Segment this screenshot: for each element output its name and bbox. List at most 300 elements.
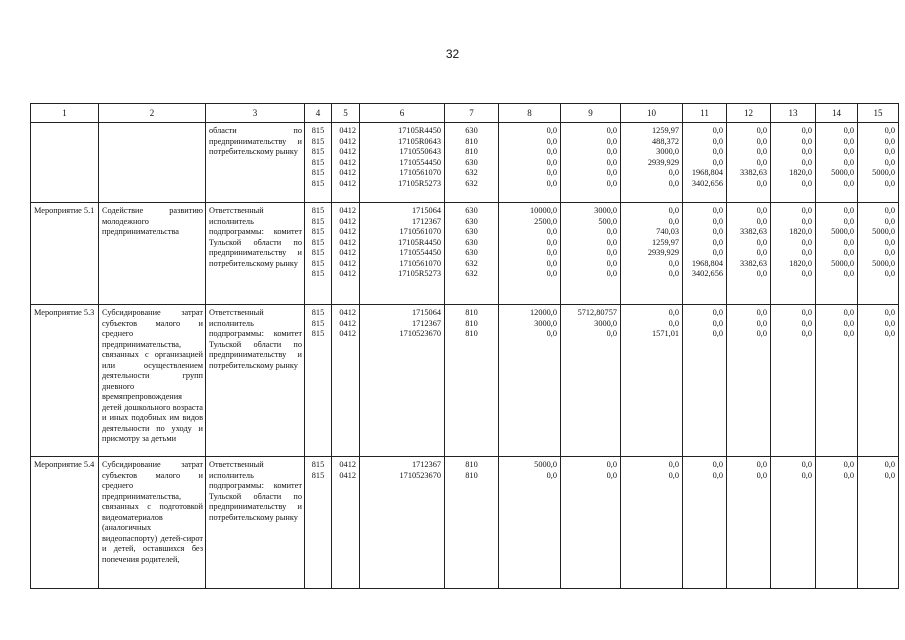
cell-value: 0,0 [843, 269, 854, 278]
cell-value: 0,0 [712, 460, 723, 469]
cell-value: 0,0 [606, 157, 617, 167]
cell-value: 0,0 [668, 318, 679, 328]
cell-value: 0,0 [801, 147, 812, 156]
cell-value: 0,0 [546, 136, 557, 146]
table-cell [858, 305, 899, 457]
table-cell [99, 305, 206, 457]
table-cell [561, 457, 621, 589]
cell-value: 815 [311, 216, 325, 226]
table-row [31, 123, 899, 203]
cell-value: 0,0 [843, 237, 854, 247]
cell-value: 0,0 [843, 178, 854, 188]
cell-value: 0412 [339, 237, 356, 247]
cell-value: 5000,0 [872, 258, 895, 268]
cell-value: 815 [311, 206, 325, 215]
table-cell [621, 305, 683, 457]
cell-value: 0,0 [756, 216, 767, 226]
cell-value: 488,372 [652, 136, 679, 146]
cell-value: 1715064 [411, 206, 441, 215]
cell-value: 815 [311, 308, 325, 317]
table-cell [305, 457, 332, 589]
cell-value: 0,0 [606, 178, 617, 188]
cell-value: 630 [465, 206, 478, 215]
table-cell [771, 123, 816, 203]
table-cell [206, 305, 305, 457]
cell-value: 815 [311, 269, 325, 278]
cell-value: 0412 [339, 147, 356, 156]
responsible-executor: Ответственный исполнитель подпрограммы: комитет Тульской области по предпринимательству и потребительскому рынку [209, 460, 302, 522]
table-cell [771, 203, 816, 305]
table-cell [771, 305, 816, 457]
cell-value: 0,0 [756, 126, 767, 135]
column-header: 1 [31, 104, 99, 123]
cell-value: 0,0 [668, 470, 679, 480]
cell-value: 0,0 [668, 206, 679, 215]
cell-value: 0,0 [843, 460, 854, 469]
cell-value: 0412 [339, 178, 356, 188]
cell-value: 1710561070 [399, 258, 441, 268]
table-cell [858, 123, 899, 203]
cell-value: 0,0 [801, 206, 812, 215]
cell-value: 0,0 [712, 248, 723, 257]
cell-value: 0,0 [756, 237, 767, 247]
cell-value: 815 [311, 227, 325, 236]
cell-value: 5000,0 [872, 168, 895, 177]
cell-value: 0,0 [843, 206, 854, 215]
cell-value: 0,0 [546, 248, 557, 257]
page-number: 32 [445, 47, 460, 61]
cell-value: 5712,80757 [577, 308, 617, 317]
cell-value: 0,0 [606, 168, 617, 177]
cell-value: 3382,63 [740, 258, 767, 268]
table-cell [561, 305, 621, 457]
cell-value: 632 [465, 178, 478, 188]
budget-table [30, 103, 899, 589]
cell-value: 1710523670 [399, 470, 441, 480]
cell-value: 0,0 [712, 318, 723, 328]
cell-value: 815 [311, 126, 325, 135]
cell-value: 0,0 [606, 269, 617, 278]
cell-value: 0,0 [884, 269, 895, 278]
cell-value: 0,0 [712, 157, 723, 167]
cell-value: 0,0 [843, 147, 854, 156]
responsible-executor: Ответственный исполнитель подпрограммы: комитет Тульской области по предпринимательству и потребительскому рынку [209, 308, 302, 370]
cell-value: 0412 [339, 308, 356, 317]
cell-value: 0,0 [712, 237, 723, 247]
measure-description: Субсидирование затрат субъектов малого и среднего предпринимательства, связанных с организацией или осуществлением деятельности групп дневного времяпрепровождения детей дошкольного возраста и иных подобных им видов деятельности по уходу и присмотру за детьми [102, 308, 203, 443]
cell-value: 632 [465, 269, 478, 278]
cell-value: 0,0 [606, 248, 617, 257]
cell-value: 3382,63 [740, 168, 767, 177]
cell-value: 1712367 [411, 216, 441, 226]
cell-value: 17105R0643 [398, 136, 441, 146]
cell-value: 0412 [339, 318, 356, 328]
cell-value: 0,0 [843, 136, 854, 146]
cell-value: 10000,0 [530, 206, 557, 215]
cell-value: 1710554450 [399, 157, 441, 167]
cell-value: 0412 [339, 126, 356, 135]
table-cell [206, 203, 305, 305]
cell-value: 0,0 [884, 318, 895, 328]
column-header: 7 [445, 104, 499, 123]
cell-value: 815 [311, 157, 325, 167]
table-cell [683, 123, 727, 203]
cell-value: 0,0 [801, 329, 812, 338]
cell-value: 0412 [339, 460, 356, 469]
measure-description: Содействие развитию молодежного предпринимательства [102, 206, 203, 236]
cell-value: 0,0 [756, 178, 767, 188]
table-cell [683, 203, 727, 305]
cell-value: 815 [311, 460, 325, 469]
cell-value: 0,0 [712, 470, 723, 480]
cell-value: 2939,929 [647, 248, 679, 257]
cell-value: 3000,0 [594, 318, 617, 328]
table-row [31, 305, 899, 457]
cell-value: 17105R5273 [398, 178, 441, 188]
table-cell [727, 305, 771, 457]
cell-value: 0,0 [606, 258, 617, 268]
cell-value: 12000,0 [530, 308, 557, 317]
table-cell [499, 123, 561, 203]
column-number-row [31, 104, 899, 123]
cell-value: 0,0 [606, 470, 617, 480]
cell-value: 17105R4450 [398, 237, 441, 247]
cell-value: 0,0 [756, 147, 767, 156]
cell-value: 1712367 [411, 318, 441, 328]
cell-value: 810 [465, 308, 478, 317]
cell-value: 0,0 [801, 237, 812, 247]
table-cell [858, 203, 899, 305]
cell-value: 0,0 [756, 329, 767, 338]
cell-value: 0,0 [801, 216, 812, 226]
cell-value: 5000,0 [831, 258, 854, 268]
cell-value: 0,0 [756, 136, 767, 146]
cell-value: 0,0 [801, 126, 812, 135]
cell-value: 0,0 [801, 269, 812, 278]
measure-description: Субсидирование затрат субъектов малого и среднего предпринимательства, связанных с подготовкой видеоматериалов (аналогичных видеопаспорту) детей-сирот и детей, оставшихся без попечения родителей, [102, 460, 203, 564]
measure-label: Мероприятие 5.4 [34, 460, 95, 469]
table-cell [727, 203, 771, 305]
cell-value: 0,0 [843, 318, 854, 328]
cell-value: 815 [311, 470, 325, 480]
table-cell [858, 457, 899, 589]
cell-value: 0412 [339, 470, 356, 480]
cell-value: 0,0 [546, 329, 557, 338]
column-header: 12 [727, 104, 771, 123]
cell-value: 0,0 [606, 126, 617, 135]
cell-value: 1259,97 [652, 237, 679, 247]
cell-value: 815 [311, 318, 325, 328]
cell-value: 0,0 [546, 147, 557, 156]
cell-value: 5000,0 [831, 227, 854, 236]
measure-label: Мероприятие 5.3 [34, 308, 95, 317]
cell-value: 0,0 [606, 460, 617, 469]
cell-value: 740,03 [656, 227, 679, 236]
table-cell [727, 123, 771, 203]
cell-value: 815 [311, 168, 325, 177]
cell-value: 3000,0 [656, 147, 679, 156]
cell-value: 0,0 [884, 216, 895, 226]
cell-value: 0,0 [756, 206, 767, 215]
table-cell [683, 305, 727, 457]
cell-value: 0,0 [546, 470, 557, 480]
cell-value: 0,0 [843, 470, 854, 480]
table-cell [683, 457, 727, 589]
cell-value: 0,0 [756, 318, 767, 328]
cell-value: 630 [465, 126, 478, 135]
cell-value: 0,0 [546, 227, 557, 236]
cell-value: 632 [465, 168, 478, 177]
column-header: 5 [332, 104, 360, 123]
table-row [31, 457, 899, 589]
cell-value: 630 [465, 237, 478, 247]
table-cell [332, 305, 360, 457]
table-cell [499, 457, 561, 589]
cell-value: 0,0 [546, 168, 557, 177]
cell-value: 1712367 [411, 460, 441, 469]
cell-value: 0,0 [801, 157, 812, 167]
cell-value: 0,0 [712, 308, 723, 317]
cell-value: 0,0 [756, 157, 767, 167]
cell-value: 815 [311, 178, 325, 188]
column-header: 2 [99, 104, 206, 123]
table-cell [816, 203, 858, 305]
responsible-executor: Ответственный исполнитель подпрограммы: комитет Тульской области по предпринимательству и потребительскому рынку [209, 206, 302, 268]
cell-value: 630 [465, 157, 478, 167]
cell-value: 0,0 [843, 308, 854, 317]
cell-value: 815 [311, 248, 325, 257]
cell-value: 0,0 [668, 168, 679, 177]
cell-value: 1820,0 [789, 227, 812, 236]
cell-value: 1710561070 [399, 168, 441, 177]
cell-value: 0412 [339, 206, 356, 215]
cell-value: 0,0 [884, 178, 895, 188]
cell-value: 0,0 [712, 329, 723, 338]
cell-value: 810 [465, 470, 478, 480]
cell-value: 0,0 [546, 269, 557, 278]
cell-value: 630 [465, 248, 478, 257]
cell-value: 0,0 [756, 460, 767, 469]
cell-value: 0,0 [606, 329, 617, 338]
cell-value: 0,0 [843, 126, 854, 135]
column-header: 13 [771, 104, 816, 123]
column-header: 10 [621, 104, 683, 123]
cell-value: 0,0 [606, 147, 617, 156]
cell-value: 0,0 [712, 227, 723, 236]
table-cell [206, 123, 305, 203]
table-cell [445, 305, 499, 457]
cell-value: 0,0 [712, 206, 723, 215]
cell-value: 5000,0 [534, 460, 557, 469]
cell-value: 1820,0 [789, 168, 812, 177]
table-cell [445, 123, 499, 203]
table-cell [445, 457, 499, 589]
cell-value: 1715064 [411, 308, 441, 317]
cell-value: 0,0 [712, 136, 723, 146]
table-cell [31, 203, 99, 305]
cell-value: 1710523670 [399, 329, 441, 338]
cell-value: 1710561070 [399, 227, 441, 236]
column-header: 4 [305, 104, 332, 123]
cell-value: 0412 [339, 269, 356, 278]
cell-value: 0,0 [756, 269, 767, 278]
table-cell [360, 123, 445, 203]
cell-value: 0,0 [668, 216, 679, 226]
table-cell [99, 457, 206, 589]
cell-value: 3000,0 [594, 206, 617, 215]
cell-value: 1710554450 [399, 248, 441, 257]
cell-value: 0,0 [756, 248, 767, 257]
cell-value: 1820,0 [789, 258, 812, 268]
table-cell [332, 457, 360, 589]
cell-value: 1710550643 [399, 147, 441, 156]
column-header: 9 [561, 104, 621, 123]
cell-value: 0,0 [712, 216, 723, 226]
table-cell [360, 203, 445, 305]
cell-value: 0412 [339, 329, 356, 338]
cell-value: 0,0 [756, 308, 767, 317]
table-cell [561, 203, 621, 305]
cell-value: 815 [311, 136, 325, 146]
cell-value: 810 [465, 460, 478, 469]
table-cell [621, 203, 683, 305]
cell-value: 0412 [339, 216, 356, 226]
table-cell [206, 457, 305, 589]
table-cell [305, 203, 332, 305]
cell-value: 0,0 [801, 136, 812, 146]
table-row [31, 203, 899, 305]
cell-value: 17105R5273 [398, 269, 441, 278]
table-cell [561, 123, 621, 203]
table-cell [445, 203, 499, 305]
cell-value: 1968,804 [691, 168, 723, 177]
column-header: 11 [683, 104, 727, 123]
cell-value: 0,0 [546, 126, 557, 135]
cell-value: 0,0 [606, 227, 617, 236]
cell-value: 0,0 [546, 178, 557, 188]
cell-value: 0,0 [712, 147, 723, 156]
table-cell [499, 305, 561, 457]
cell-value: 0,0 [606, 237, 617, 247]
cell-value: 0,0 [756, 470, 767, 480]
table-cell [305, 305, 332, 457]
cell-value: 0412 [339, 168, 356, 177]
measure-label: Мероприятие 5.1 [34, 206, 95, 215]
cell-value: 5000,0 [831, 168, 854, 177]
cell-value: 0,0 [801, 248, 812, 257]
cell-value: 0,0 [801, 318, 812, 328]
table-cell [31, 123, 99, 203]
cell-value: 0,0 [668, 269, 679, 278]
table-cell [621, 457, 683, 589]
cell-value: 0412 [339, 248, 356, 257]
cell-value: 0,0 [668, 308, 679, 317]
cell-value: 5000,0 [872, 227, 895, 236]
table-cell [99, 123, 206, 203]
cell-value: 0,0 [884, 237, 895, 247]
cell-value: 3000,0 [534, 318, 557, 328]
table-cell [771, 457, 816, 589]
cell-value: 0,0 [884, 206, 895, 215]
table-cell [31, 457, 99, 589]
table-cell [816, 123, 858, 203]
cell-value: 2939,929 [647, 157, 679, 167]
responsible-executor: области по предпринимательству и потребительскому рынку [209, 126, 302, 156]
table-cell [99, 203, 206, 305]
cell-value: 1968,804 [691, 258, 723, 268]
cell-value: 630 [465, 227, 478, 236]
cell-value: 0412 [339, 157, 356, 167]
cell-value: 630 [465, 216, 478, 226]
table-cell [727, 457, 771, 589]
cell-value: 815 [311, 147, 325, 156]
cell-value: 3402,656 [691, 178, 723, 188]
measure-description [99, 123, 205, 126]
cell-value: 0,0 [606, 136, 617, 146]
cell-value: 0,0 [668, 258, 679, 268]
cell-value: 0,0 [884, 470, 895, 480]
cell-value: 0,0 [843, 248, 854, 257]
cell-value: 0,0 [546, 237, 557, 247]
cell-value: 0412 [339, 227, 356, 236]
table-cell [360, 305, 445, 457]
cell-value: 0,0 [884, 126, 895, 135]
table-cell [499, 203, 561, 305]
cell-value: 0,0 [843, 329, 854, 338]
cell-value: 0412 [339, 136, 356, 146]
cell-value: 0,0 [884, 157, 895, 167]
column-header: 8 [499, 104, 561, 123]
table-cell [31, 305, 99, 457]
cell-value: 3382,63 [740, 227, 767, 236]
cell-value: 0,0 [884, 136, 895, 146]
cell-value: 500,0 [598, 216, 617, 226]
cell-value: 0,0 [801, 470, 812, 480]
table-cell [816, 305, 858, 457]
column-header: 3 [206, 104, 305, 123]
table-cell [332, 203, 360, 305]
table-cell [816, 457, 858, 589]
cell-value: 810 [465, 136, 478, 146]
cell-value: 810 [465, 147, 478, 156]
cell-value: 2500,0 [534, 216, 557, 226]
cell-value: 3402,656 [691, 269, 723, 278]
cell-value: 0,0 [843, 216, 854, 226]
cell-value: 0,0 [668, 460, 679, 469]
cell-value: 0,0 [884, 308, 895, 317]
cell-value: 1259,97 [652, 126, 679, 135]
column-header: 6 [360, 104, 445, 123]
cell-value: 0,0 [884, 147, 895, 156]
cell-value: 810 [465, 329, 478, 338]
cell-value: 0,0 [801, 308, 812, 317]
cell-value: 17105R4450 [398, 126, 441, 135]
table-cell [332, 123, 360, 203]
column-header: 14 [816, 104, 858, 123]
cell-value: 0412 [339, 258, 356, 268]
cell-value: 0,0 [668, 178, 679, 188]
cell-value: 815 [311, 237, 325, 247]
column-header: 15 [858, 104, 899, 123]
cell-value: 0,0 [712, 126, 723, 135]
table-cell [360, 457, 445, 589]
table-cell [621, 123, 683, 203]
cell-value: 0,0 [884, 248, 895, 257]
cell-value: 0,0 [546, 258, 557, 268]
cell-value: 0,0 [801, 460, 812, 469]
measure-label [31, 123, 98, 126]
cell-value: 810 [465, 318, 478, 328]
